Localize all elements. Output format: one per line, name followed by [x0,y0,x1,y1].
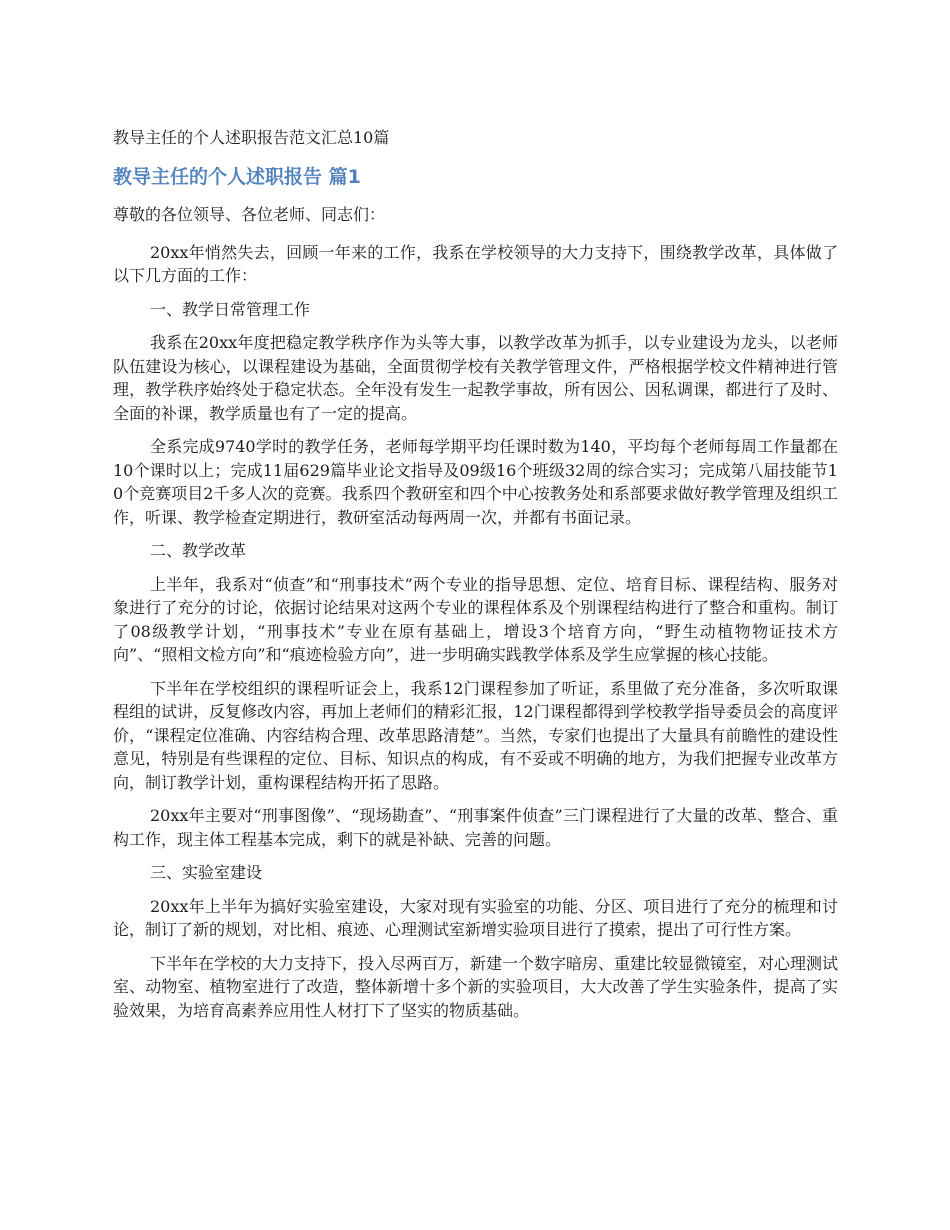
paragraph-workload: 全系完成9740学时的教学任务，老师每学期平均任课时数为140，平均每个老师每周工作量都在10个课时以上；完成11届629篇毕业论文指导及09级16个班级32周的综合实习；完成第八届技能节10个竞赛项目2千多人次的竞赛。我系四个教研室和四个中心按教务处和系部要求做好教学管理及组织工作，听课、教学检查定期进行，教研室活动每两周一次，并都有书面记录。 [113,437,838,527]
document-title: 教导主任的个人述职报告范文汇总10篇 [113,128,390,147]
document-body [113,203,838,1032]
paragraph-course-reform: 20xx年主要对“刑事图像”、“现场勘查”、“刑事案件侦查”三门课程进行了大量的改革、整合、重构工作，现主体工程基本完成，剩下的就是补缺、完善的问题。 [113,806,838,849]
salutation: 尊敬的各位领导、各位老师、同志们： [113,205,386,224]
paragraph-intro: 20xx年悄然失去，回顾一年来的工作，我系在学校领导的大力支持下，围绕教学改革，具体做了以下几方面的工作： [113,242,838,285]
paragraph-reform-first-half: 上半年，我系对“侦查”和“刑事技术”两个专业的指导思想、定位、培育目标、课程结构、服务对象进行了充分的讨论，依据讨论结果对这两个专业的课程体系及个别课程结构进行了整合和重构。制订了08级教学计划，“刑事技术”专业在原有基础上，增设3个培育方向，“野生动植物物证技术方向”、“照相文检方向”和“痕迹检验方向”，进一步明确实践教学体系及学生应掌握的核心技能。 [113,574,838,664]
section-heading: 教导主任的个人述职报告 篇1 [113,166,361,188]
subheading-daily-management: 一、教学日常管理工作 [150,299,311,319]
paragraph-reform-second-half: 下半年在学校组织的课程听证会上，我系12门课程参加了听证，系里做了充分准备，多次听取课程组的试讲，反复修改内容，再加上老师们的精彩汇报，12门课程都得到学校教学指导委员会的高度评价，“课程定位准确、内容结构合理、改革思路清楚”。当然，专家们也提出了大量具有前瞻性的建设性意见，特别是有些课程的定位、目标、知识点的构成，有不妥或不明确的地方，为我们把握专业改革方向，制订教学计划，重构课程结构开拓了思路。 [113,678,838,792]
subheading-lab-construction: 三、实验室建设 [150,863,263,882]
paragraph-lab-first-half: 20xx年上半年为搞好实验室建设，大家对现有实验室的功能、分区、项目进行了充分的梳理和讨论，制订了新的规划，对比相、痕迹、心理测试室新增实验项目进行了摸索，提出了可行性方案。 [113,896,838,939]
paragraph-lab-second-half: 下半年在学校的大力支持下，投入尽两百万，新建一个数字暗房、重建比较显微镜室，对心理测试室、动物室、植物室进行了改造，整体新增十多个新的实验项目，大大改善了学生实验条件，提高了实验效果，为培育高素养应用性人材打下了坚实的物质基础。 [113,953,839,1020]
paragraph-daily-management: 我系在20xx年度把稳定教学秩序作为头等大事，以教学改革为抓手，以专业建设为龙头，以老师队伍建设为核心，以课程建设为基础，全面贯彻学校有关教学管理文件，严格根据学校文件精神进行管理，教学秩序始终处于稳定状态。全年没有发生一起教学事故，所有因公、因私调课，都进行了及时、全面的补课，教学质量也有了一定的提高。 [113,333,838,423]
subheading-teaching-reform: 二、教学改革 [150,541,247,560]
